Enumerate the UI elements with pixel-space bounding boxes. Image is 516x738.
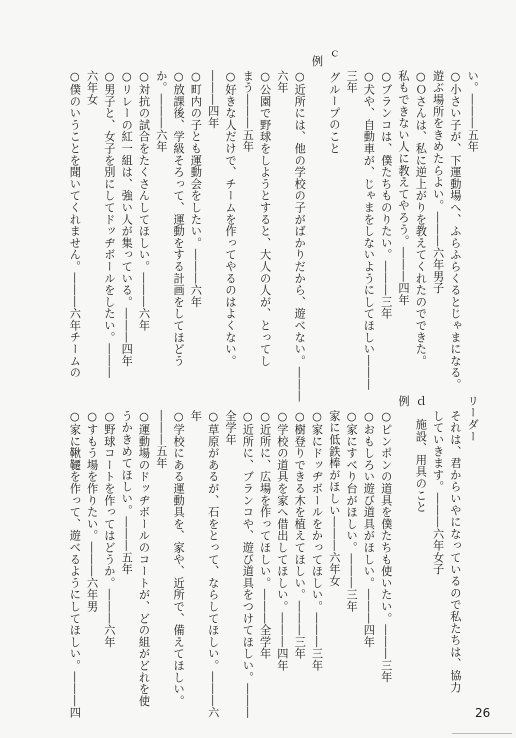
bottom_columns-line: ｄ 施設、用具のこと — [414, 395, 428, 513]
bottom_columns-line: リーダー — [466, 395, 480, 443]
bottom_columns-line: ○学校の道具を家へ借出してほしい。―――四年 — [275, 410, 289, 672]
bottom_columns-line: ○家に鞦韆を作って、遊べるようにしてほしい。―――四 — [68, 410, 82, 719]
top_columns-line: ○対抗の試合をたくさんしてほしい。―――六年 — [137, 70, 151, 332]
bottom_columns-line: それは、君からいやになっているので私たちは、協力 — [448, 410, 462, 694]
bottom_columns-line: ○おもしろい遊び道具がほしい。―――四年 — [362, 410, 376, 648]
top_columns-line: ○男子と、女子を別にしてドッヂボールをしたい。――― — [102, 70, 116, 379]
bottom_columns-line: 年 — [189, 410, 203, 422]
top_columns-line: ｃ グループのこと — [327, 48, 341, 155]
top_columns-line: ○放課後、学級そろって、運動をする計画をしてほどう — [172, 70, 186, 367]
bottom_columns-line: ―――五年 — [154, 410, 168, 469]
top_columns-line: い。―――五年 — [466, 70, 480, 153]
top_columns-line: ○Ｏさんは、私に逆上がりを教えてくれたのでできた。 — [414, 70, 428, 367]
top_columns-line: 遊ぶ場所をきめたらよい。―――六年男子 — [431, 70, 445, 295]
bottom_columns-line: 全学年 — [224, 410, 237, 446]
top_columns-line: 三年 — [345, 70, 359, 94]
footer-rule — [452, 733, 512, 734]
bottom_columns-line: ○運動場のドッヂボールのコートが、どの組がどれを使 — [137, 410, 151, 707]
bottom_columns-line: ○野球コートを作ってはどうか。―――六年 — [102, 410, 116, 648]
bottom_columns-line: ○近所に、ブランコや、遊び道具をつけてほしい。――― — [241, 410, 255, 719]
page-number: 26 — [475, 706, 491, 720]
top_columns-line: ○近所には、他の学校の子がばかりだから、遊べない。――― — [293, 70, 307, 403]
top_columns-line: 私もできない人に教えてやろう。―――四年 — [397, 70, 410, 306]
bottom_columns-line: ○近所に、広場を作ってほしい。―――全学年 — [258, 410, 272, 660]
bottom_columns-line: ○樹登りできる木を植えてほしい。―――三年 — [293, 410, 307, 660]
bottom_columns-line: 例 — [397, 395, 410, 407]
top_columns-line: か。―――六年 — [154, 70, 168, 153]
top_columns-line: ○犬や、自動車が、じゃまをしないようにしてほしい――― — [362, 70, 376, 391]
bottom_columns-line: ○草原があるが、石をとって、ならしてほしい。―――六 — [206, 410, 220, 719]
top_columns-line: 六年女 — [85, 70, 99, 106]
bottom_columns-line: ○家にドッヂボールをかってほしい。―――三年 — [310, 410, 324, 672]
bottom_columns-line: ○ピンポンの道具を僕たちも使いたい。―――三年 — [379, 410, 393, 684]
top_columns-line: ○リレーの紅一組は、強い人が集っている。―――四年 — [120, 70, 134, 367]
top_columns-line: ○小さい子が、下運動場へ、ふらふらくるとじゃまになる。 — [448, 70, 462, 391]
top_columns-line: ○公園で野球をしようとすると、大人の人が、とってし — [258, 70, 272, 367]
bottom_columns-line: ○家にすべり台がほしい。―――三年 — [345, 410, 359, 613]
bottom_columns-line: うかきめてほしい。―――五年 — [120, 410, 134, 576]
top_columns-line: ○町内の子とも運動会をしたい。―――六年 — [189, 70, 203, 308]
top_columns-line: ○僕のいうことを聞いてくれません。―――六年チームの — [68, 70, 82, 379]
top_columns-line: ○ブランコは、僕たちものりたい。―――三年 — [379, 70, 393, 320]
top_columns-line: 六年 — [275, 70, 289, 94]
bottom_columns-line: ○学校にある運動具を、家や、近所で、備えてほしい。 — [172, 410, 186, 707]
bottom_columns-line: していきます。―――六年女子 — [431, 410, 445, 576]
bottom_columns-line: ○すもう場を作りたい。―――六年男 — [85, 410, 99, 613]
top_columns-line: まう―――五年 — [241, 70, 255, 153]
bottom_columns-line: 家に低鉄棒がほしい―――六年女 — [327, 410, 341, 587]
top_columns-line: ―――四年 — [206, 70, 220, 129]
top_columns-line: ○好きな人だけで、チームを作ってやるのはよくない。 — [224, 70, 237, 367]
top_columns-line: 例 — [310, 55, 324, 67]
